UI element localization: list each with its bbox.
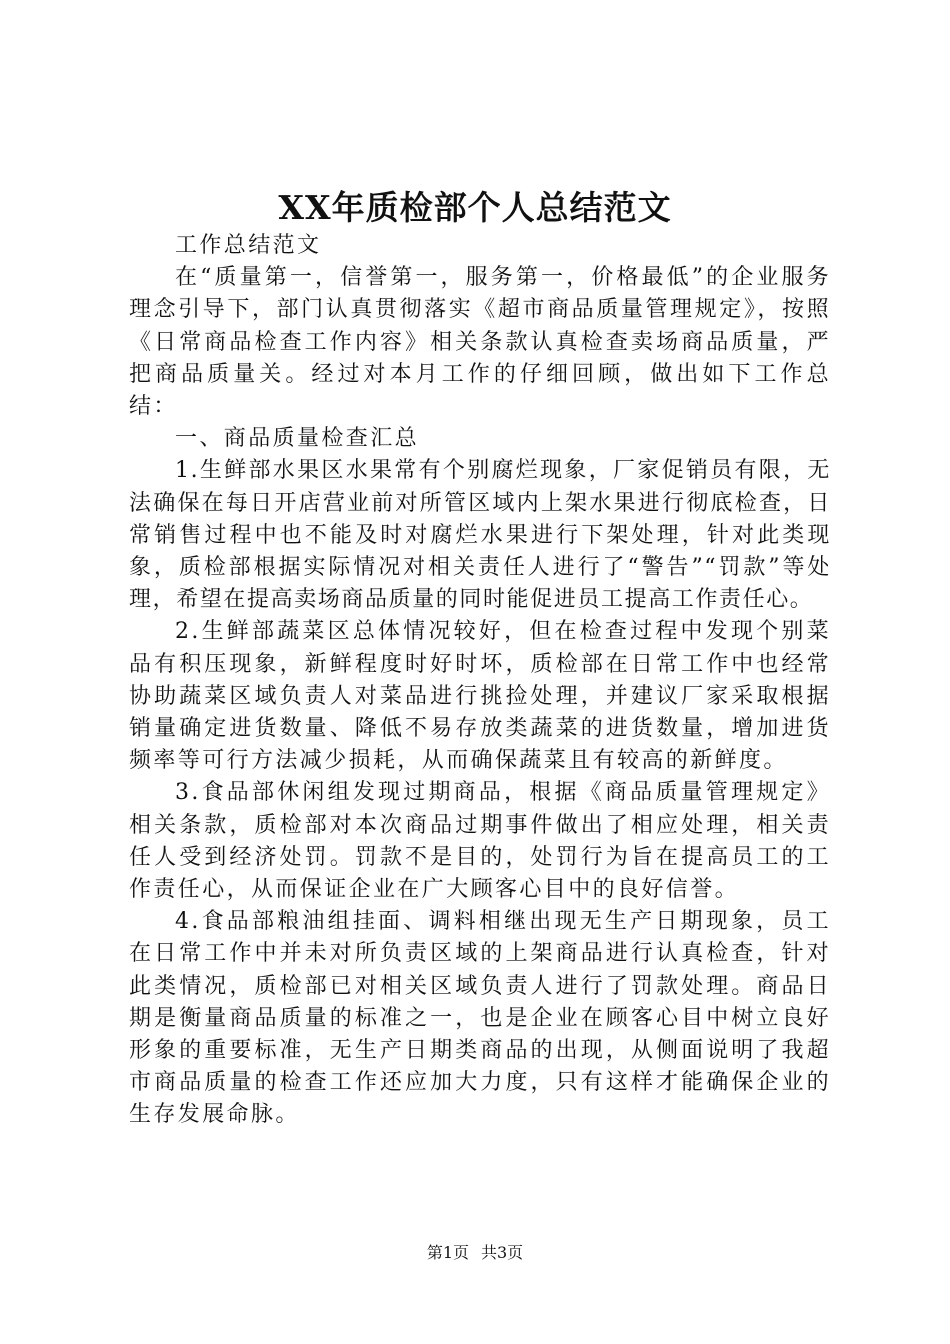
document-body xyxy=(129,230,831,1132)
paragraph-item-3: 3.食品部休闲组发现过期商品，根据《商品质量管理规定》相关条款，质检部对本次商品过期事件做出了相应处理，相关责任人受到经济处罚。罚款不是目的，处罚行为旨在提高员工的工作责任心，从而保证企业在广大顾客心目中的良好信誉。 xyxy=(129,780,831,903)
section-heading: 一、商品质量检查汇总 xyxy=(175,426,420,452)
paragraph-item-4: 4.食品部粮油组挂面、调料相继出现无生产日期现象，员工在日常工作中并未对所负责区域的上架商品进行认真检查，针对此类情况，质检部已对相关区域负责人进行了罚款处理。商品日期是衡量商品质量的标准之一，也是企业在顾客心目中树立良好形象的重要标准，无生产日期类商品的出现，从侧面说明了我超市商品质量的检查工作还应加大力度，只有这样才能确保企业的生存发展命脉。 xyxy=(129,909,831,1128)
document-title: XX年质检部个人总结范文 xyxy=(278,188,672,227)
page-footer xyxy=(0,1242,950,1264)
paragraph-item-2: 2.生鲜部蔬菜区总体情况较好，但在检查过程中发现个别菜品有积压现象，新鲜程度时好时坏，质检部在日常工作中也经常协助蔬菜区域负责人对菜品进行挑捡处理，并建议厂家采取根据销量确定进货数量、降低不易存放类蔬菜的进货数量，增加进货频率等可行方法减少损耗，从而确保蔬菜且有较高的新鲜度。 xyxy=(129,619,831,774)
paragraph-item-1: 1.生鲜部水果区水果常有个别腐烂现象，厂家促销员有限，无法确保在每日开店营业前对所管区域内上架水果进行彻底检查，日常销售过程中也不能及时对腐烂水果进行下架处理，针对此类现象，质检部根据实际情况对相关责任人进行了“警告”“罚款”等处理，希望在提高卖场商品质量的同时能促进员工提高工作责任心。 xyxy=(129,458,831,613)
paragraph-intro: 在“质量第一，信誉第一，服务第一，价格最低”的企业服务理念引导下，部门认真贯彻落实《超市商品质量管理规定》，按照《日常商品检查工作内容》相关条款认真检查卖场商品质量，严把商品质量关。经过对本月工作的仔细回顾，做出如下工作总结： xyxy=(129,265,831,420)
page-number: 第1页 xyxy=(426,1243,469,1262)
paragraph-subtitle: 工作总结范文 xyxy=(175,233,322,258)
page-total: 共3页 xyxy=(481,1243,524,1262)
